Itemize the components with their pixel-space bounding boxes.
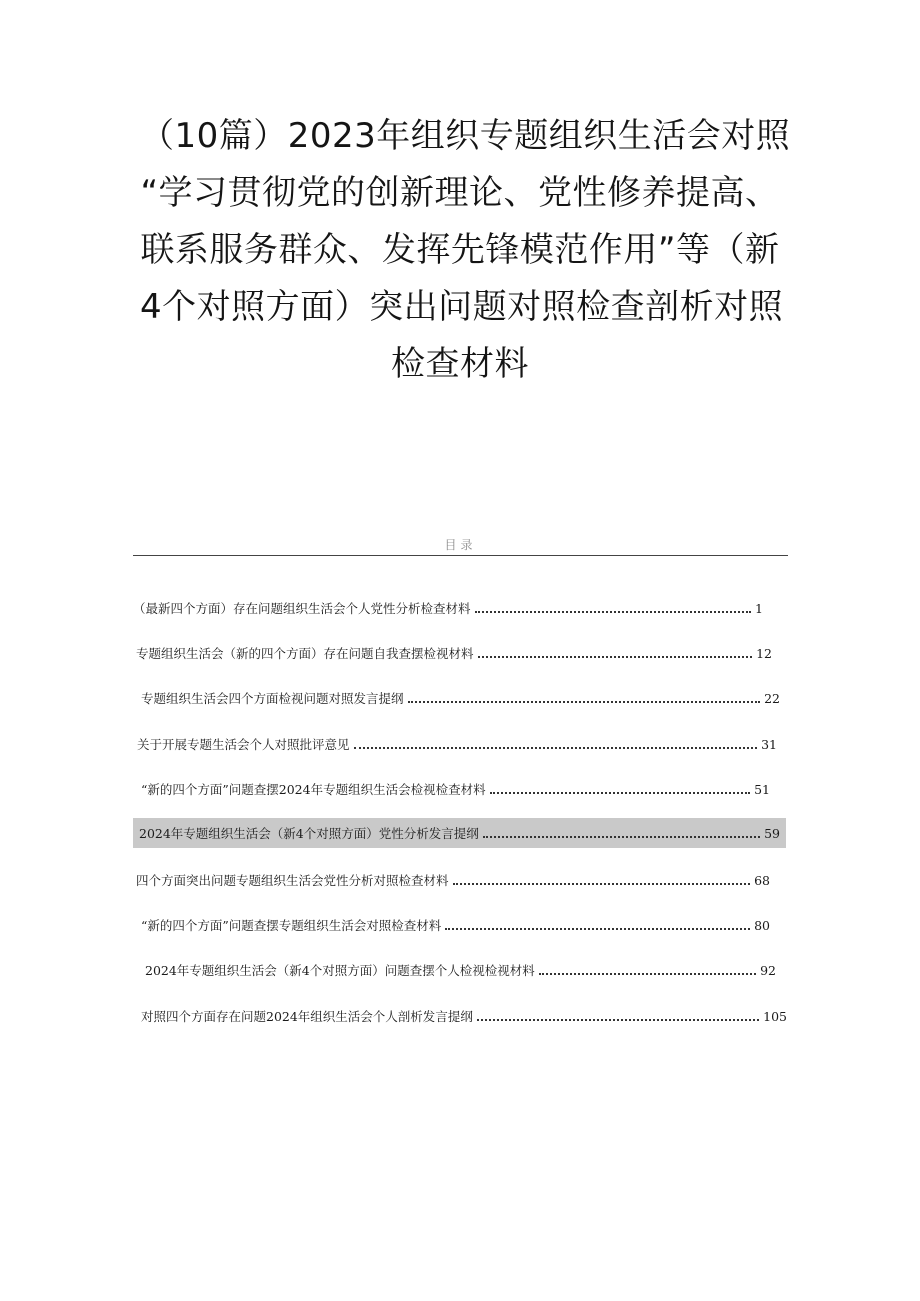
toc-entry-page: 22 <box>764 690 780 706</box>
table-of-contents <box>133 535 788 1024</box>
toc-entry[interactable] <box>141 685 780 711</box>
toc-entry-label: 专题组织生活会四个方面检视问题对照发言提纲 <box>141 691 404 706</box>
toc-entry-page: 92 <box>760 962 776 978</box>
toc-entry-label: （最新四个方面）存在问题组织生活会个人党性分析检查材料 <box>133 601 471 616</box>
toc-entry-label: “新的四个方面”问题查摆2024年专题组织生活会检视检查材料 <box>141 782 486 797</box>
toc-leader-dots <box>408 701 761 703</box>
title-line-4: 4个对照方面）突出问题对照检查剖析对照 <box>140 287 784 327</box>
toc-leader-dots <box>483 836 760 838</box>
toc-entry-label: 四个方面突出问题专题组织生活会党性分析对照检查材料 <box>136 873 449 888</box>
title-line-2: “学习贯彻党的创新理论、党性修养提高、 <box>140 173 780 213</box>
toc-entry-label: 对照四个方面存在问题2024年组织生活会个人剖析发言提纲 <box>141 1009 473 1024</box>
toc-entry-label: 关于开展专题生活会个人对照批评意见 <box>137 737 350 752</box>
toc-entry[interactable] <box>141 912 770 938</box>
toc-entry-page: 51 <box>754 781 770 797</box>
toc-divider <box>133 555 788 556</box>
toc-entry-page: 12 <box>756 645 772 661</box>
title-line-5: 检查材料 <box>391 344 529 384</box>
toc-entry-label: 专题组织生活会（新的四个方面）存在问题自我查摆检视材料 <box>136 646 474 661</box>
document-title <box>140 108 791 393</box>
toc-leader-dots <box>477 1019 759 1021</box>
toc-entry-page: 1 <box>755 600 763 616</box>
toc-leader-dots <box>490 792 751 794</box>
toc-entry[interactable] <box>141 776 770 802</box>
toc-leader-dots <box>453 883 751 885</box>
toc-entry[interactable] <box>136 640 772 666</box>
toc-leader-dots <box>478 656 753 658</box>
title-line-3: 联系服务群众、发挥先锋模范作用”等（新 <box>140 230 780 270</box>
toc-entry-page: 105 <box>763 1008 787 1024</box>
toc-leader-dots <box>354 747 758 749</box>
toc-entry-label: 2024年专题组织生活会（新4个对照方面）问题查摆个人检视检视材料 <box>145 963 535 978</box>
toc-entry-page: 31 <box>761 736 777 752</box>
toc-entry[interactable] <box>145 957 776 983</box>
toc-leader-dots <box>475 611 752 613</box>
toc-entry-label: “新的四个方面”问题查摆专题组织生活会对照检查材料 <box>141 918 442 933</box>
toc-heading: 目录 <box>444 538 477 552</box>
toc-entry-label: 2024年专题组织生活会（新4个对照方面）党性分析发言提纲 <box>139 826 479 841</box>
toc-entry-highlighted[interactable] <box>133 818 786 848</box>
title-line-1: （10篇）2023年组织专题组织生活会对照 <box>140 116 791 156</box>
toc-leader-dots <box>445 928 750 930</box>
toc-entry[interactable] <box>133 595 763 621</box>
toc-entry[interactable] <box>136 867 770 893</box>
toc-entry[interactable] <box>141 1003 787 1029</box>
toc-entry[interactable] <box>137 731 777 757</box>
toc-entry-page: 80 <box>754 917 770 933</box>
toc-leader-dots <box>539 973 756 975</box>
toc-entry-page: 59 <box>764 825 780 841</box>
toc-entry-page: 68 <box>754 872 770 888</box>
